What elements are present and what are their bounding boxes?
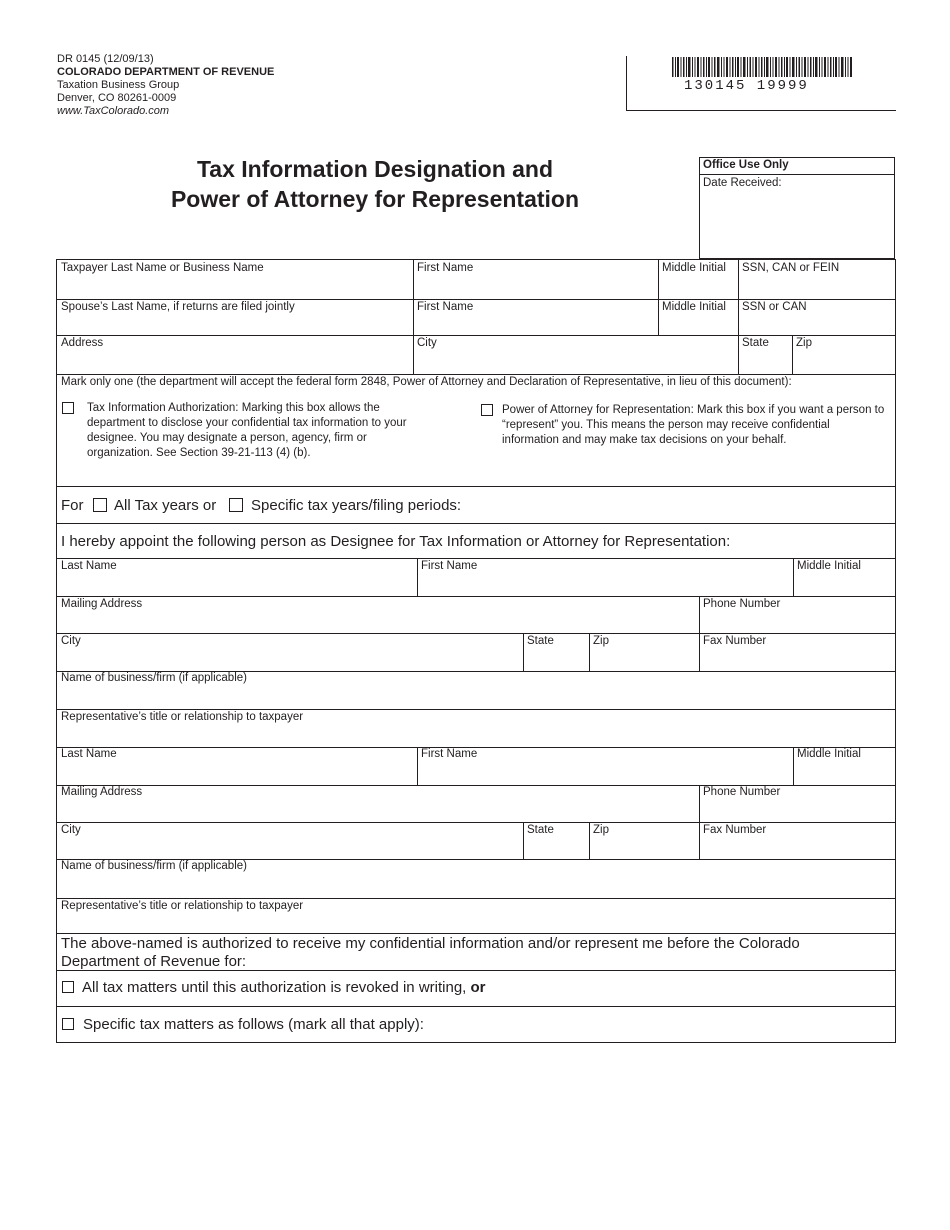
barcode-image [672, 57, 852, 77]
taxpayer-address-field[interactable]: Address [61, 337, 104, 349]
barcode-number: 130145 19999 [684, 78, 809, 94]
designee-1-phone-field[interactable]: Phone Number [703, 598, 781, 610]
tax-information-authorization-text: Tax Information Authorization: Marking this box allows the department to disclose your confidential tax information to your designee. You may designate a person, agency, firm or organization. See Section 39-21-113 (4) (b). [87, 402, 407, 459]
power-of-attorney-checkbox[interactable] [481, 404, 493, 416]
mark-one-instruction: Mark only one (the department will accept the federal form 2848, Power of Attorney and Declaration of Representative, in lieu of this document): [61, 376, 792, 388]
designee-2-business-field[interactable]: Name of business/firm (if applicable) [61, 860, 247, 872]
designee-2-state-field[interactable]: State [527, 824, 554, 836]
designee-2-title-field[interactable]: Representative’s title or relationship to taxpayer [61, 900, 304, 912]
spouse-middle-initial-field[interactable]: Middle Initial [662, 301, 726, 313]
business-group: Taxation Business Group [57, 79, 180, 91]
taxpayer-last-name-field[interactable]: Taxpayer Last Name or Business Name [61, 262, 264, 274]
designee-2-zip-field[interactable]: Zip [593, 824, 609, 836]
designee-1-state-field[interactable]: State [527, 635, 554, 647]
taxpayer-middle-initial-field[interactable]: Middle Initial [662, 262, 726, 274]
designee-2-city-field[interactable]: City [61, 824, 81, 836]
power-of-attorney-text: Power of Attorney for Representation: Mark this box if you want a person to “represent” you. This means the person may receive confidential information and may make tax decisions on your behalf. [502, 404, 885, 446]
specific-tax-matters-checkbox[interactable] [62, 1018, 74, 1030]
designee-1-city-field[interactable]: City [61, 635, 81, 647]
form-title-line-2: Power of Attorney for Representation [170, 186, 580, 212]
taxpayer-zip-field[interactable]: Zip [796, 337, 812, 349]
taxpayer-ssn-field[interactable]: SSN, CAN or FEIN [742, 262, 840, 274]
form-number: DR 0145 (12/09/13) [57, 53, 154, 65]
office-use-box [699, 157, 895, 259]
spouse-ssn-field[interactable]: SSN or CAN [742, 301, 807, 313]
office-use-heading: Office Use Only [700, 158, 894, 175]
specific-tax-years-checkbox[interactable] [229, 498, 243, 512]
agency-header [57, 53, 274, 118]
designee-1-mailing-address-field[interactable]: Mailing Address [61, 598, 143, 610]
all-tax-years-checkbox[interactable] [93, 498, 107, 512]
spouse-first-name-field[interactable]: First Name [417, 301, 474, 313]
designee-1-business-field[interactable]: Name of business/firm (if applicable) [61, 672, 247, 684]
form-title-line-1: Tax Information Designation and [196, 156, 554, 182]
designee-1-title-field[interactable]: Representative’s title or relationship to taxpayer [61, 711, 304, 723]
designee-1-first-name-field[interactable]: First Name [421, 560, 478, 572]
all-tax-matters-label [82, 979, 486, 997]
department-name: COLORADO DEPARTMENT OF REVENUE [57, 66, 275, 78]
designee-1-last-name-field[interactable]: Last Name [61, 560, 117, 572]
date-received-label: Date Received: [703, 177, 782, 189]
taxpayer-city-field[interactable]: City [417, 337, 437, 349]
form-body [56, 259, 896, 1043]
specific-tax-matters-label: Specific tax matters as follows (mark all that apply): [83, 1016, 424, 1033]
appoint-statement: I hereby appoint the following person as Designee for Tax Information or Attorney for Representation: [61, 533, 731, 550]
all-tax-matters-text: All tax matters until this authorization is revoked in writing, [82, 979, 467, 996]
designee-2-middle-initial-field[interactable]: Middle Initial [797, 748, 861, 760]
authorization-statement: The above-named is authorized to receive my confidential information and/or represent me before the Colorado Department of Revenue for: [61, 935, 800, 970]
designee-2-first-name-field[interactable]: First Name [421, 748, 478, 760]
agency-website: www.TaxColorado.com [57, 105, 170, 117]
specific-tax-years-label: Specific tax years/filing periods: [251, 497, 462, 514]
all-tax-matters-checkbox[interactable] [62, 981, 74, 993]
designee-1-fax-field[interactable]: Fax Number [703, 635, 767, 647]
spouse-last-name-field[interactable]: Spouse’s Last Name, if returns are filed jointly [61, 301, 295, 313]
designee-2-last-name-field[interactable]: Last Name [61, 748, 117, 760]
taxpayer-first-name-field[interactable]: First Name [417, 262, 474, 274]
all-tax-matters-or: or [470, 979, 486, 996]
agency-address: Denver, CO 80261-0009 [57, 92, 177, 104]
for-label: For [61, 497, 84, 514]
all-tax-years-label: All Tax years or [114, 497, 217, 514]
designee-1-middle-initial-field[interactable]: Middle Initial [797, 560, 861, 572]
designee-2-phone-field[interactable]: Phone Number [703, 786, 781, 798]
tax-information-authorization-checkbox[interactable] [62, 402, 74, 414]
taxpayer-state-field[interactable]: State [742, 337, 769, 349]
designee-2-mailing-address-field[interactable]: Mailing Address [61, 786, 143, 798]
form-title [90, 154, 660, 214]
designee-1-zip-field[interactable]: Zip [593, 635, 609, 647]
designee-2-fax-field[interactable]: Fax Number [703, 824, 767, 836]
